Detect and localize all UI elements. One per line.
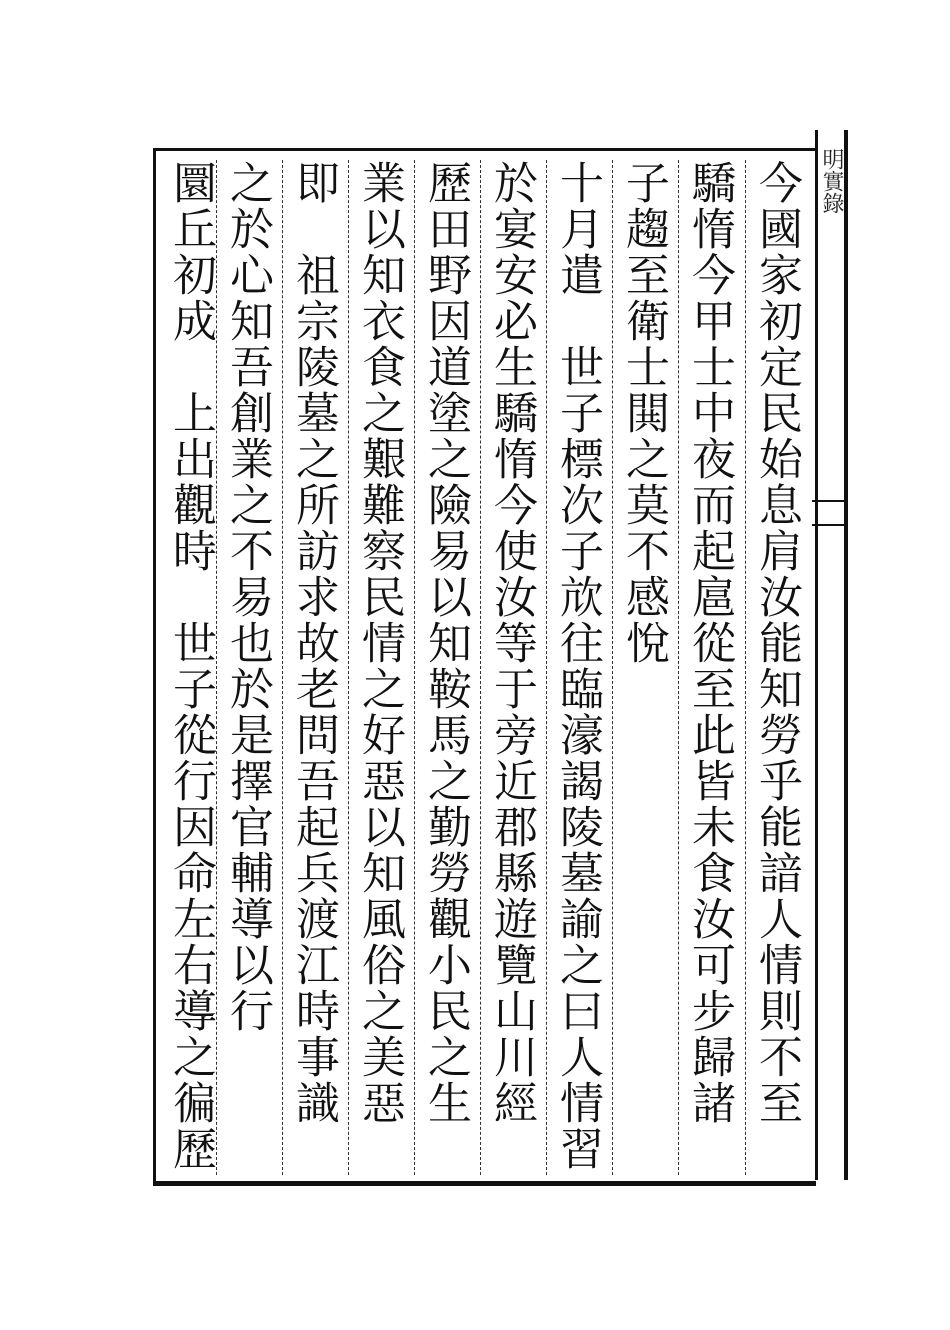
column-text: 驕惰今甲士中夜而起扈從至此皆未食汝可步歸諸 — [684, 160, 735, 1126]
column-text: 今國家初定民始息肩汝能知勞乎能諳人情則不至 — [751, 160, 802, 1126]
column-text: 之於心知吾創業之不易也於是擇官輔導以行 — [222, 160, 273, 1034]
column-text: 業以知衣食之艱難察民情之好惡以知風俗之美惡 — [354, 160, 405, 1126]
book-title-text: 明實錄 — [819, 148, 844, 214]
text-column-7 — [348, 160, 409, 1175]
text-column-4 — [546, 160, 607, 1175]
column-text: 即 祖宗陵墓之所訪求故老問吾起兵渡江時事識 — [288, 160, 339, 1126]
column-text: 於宴安必生驕惰今使汝等于旁近郡縣遊覽山川經 — [486, 160, 537, 1126]
text-column-2 — [678, 160, 739, 1175]
text-column-6 — [414, 160, 475, 1175]
book-title-strip — [815, 130, 848, 1180]
text-column-5 — [480, 160, 541, 1175]
text-column-3 — [612, 160, 673, 1175]
column-text: 十月遣 世子標次子㰠往臨濠謁陵墓諭之曰人情習 — [552, 160, 603, 1172]
text-column-10 — [160, 160, 220, 1175]
column-text: 圜丘初成 上出觀時 世子從行因命左右導之徧歷 — [165, 160, 216, 1172]
column-text: 歷田野因道塗之險易以知鞍馬之勤勞觀小民之生 — [420, 160, 471, 1126]
text-column-1 — [745, 160, 806, 1175]
text-column-8 — [282, 160, 343, 1175]
text-column-9 — [216, 160, 277, 1175]
fishtail-mark — [812, 500, 846, 526]
column-text: 子趨至衛士閧之莫不感悅 — [618, 160, 669, 666]
